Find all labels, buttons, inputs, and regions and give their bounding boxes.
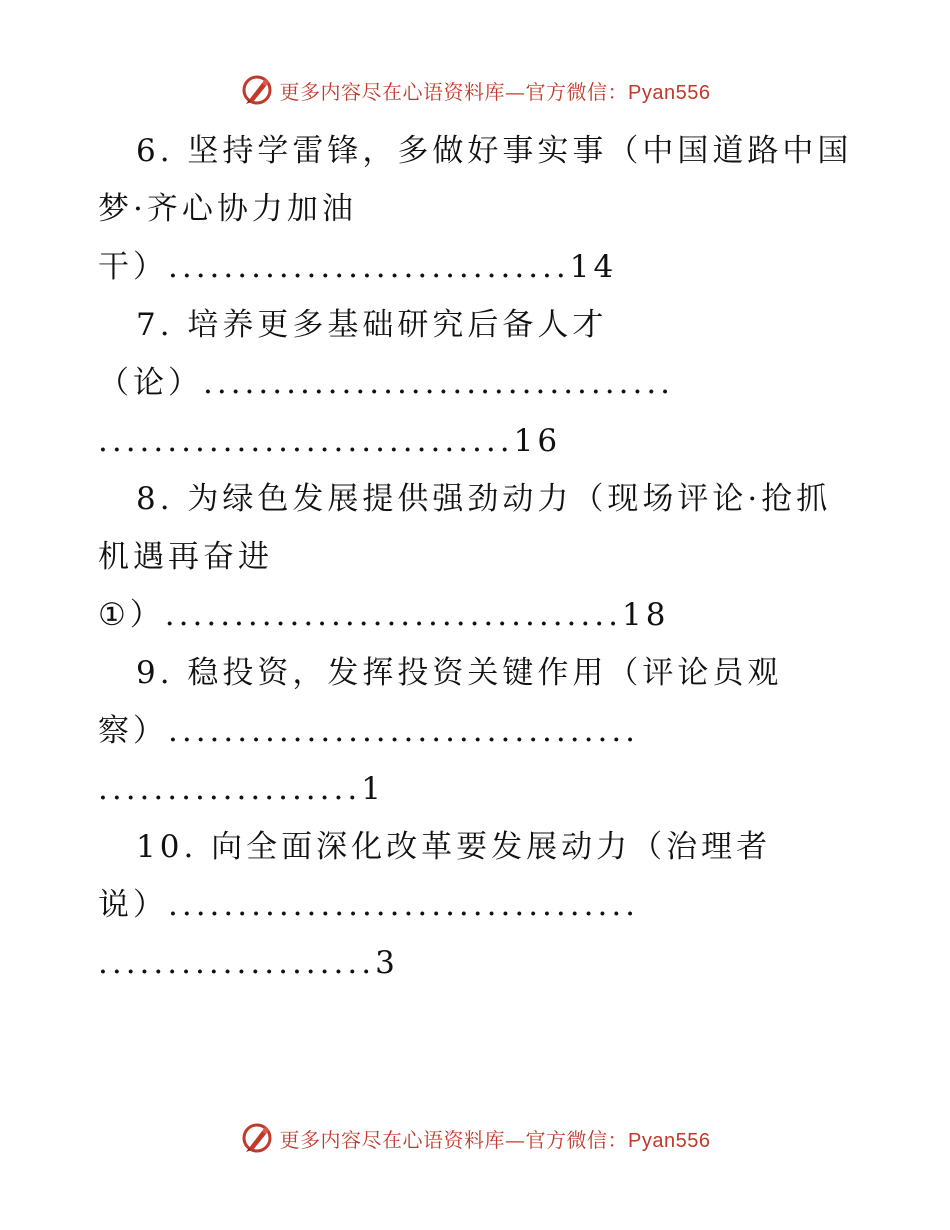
toc-entry-title: 7. 培养更多基础研究后备人才 [136, 307, 608, 343]
wechat-id: Pyan556 [628, 1129, 711, 1152]
pen-nib-icon [240, 73, 274, 107]
toc-entry[interactable] [98, 470, 858, 644]
table-of-contents [98, 122, 858, 992]
toc-entry-leader: ..............................16 [98, 423, 562, 459]
toc-entry-leader: 干）.............................14 [98, 249, 618, 285]
toc-entry-title: 10. 向全面深化改革要发展动力（治理者 [136, 829, 772, 865]
toc-entry-title: 9. 稳投资，发挥投资关键作用（评论员观 [136, 655, 783, 691]
footer-watermark [0, 1118, 950, 1158]
toc-entry-leader: （论）.................................. [98, 365, 675, 401]
toc-entry-title: 6. 坚持学雷锋，多做好事实事（中国道路中国 [136, 133, 853, 169]
toc-entry[interactable] [98, 644, 858, 818]
pen-nib-icon [240, 1121, 274, 1155]
toc-entry-title: 8. 为绿色发展提供强劲动力（现场评论·抢抓 [136, 481, 832, 517]
watermark-text: 更多内容尽在心语资料库—官方微信：Pyan556 [279, 1127, 711, 1152]
toc-entry-leader: 说）.................................. [98, 887, 640, 923]
toc-entry-leader: ...................1 [98, 771, 385, 807]
wechat-id: Pyan556 [628, 81, 711, 104]
toc-entry-leader: ....................3 [98, 945, 399, 981]
header-watermark [0, 70, 950, 110]
toc-entry-leader: ①）.................................18 [98, 597, 670, 633]
watermark-text: 更多内容尽在心语资料库—官方微信：Pyan556 [279, 79, 711, 104]
toc-entry-title-cont: 机遇再奋进 [98, 539, 273, 575]
toc-entry-leader: 察）.................................. [98, 713, 640, 749]
toc-entry[interactable] [98, 122, 858, 296]
toc-entry[interactable] [98, 818, 858, 992]
toc-entry-title-cont: 梦·齐心协力加油 [98, 191, 357, 227]
toc-entry[interactable] [98, 296, 858, 470]
